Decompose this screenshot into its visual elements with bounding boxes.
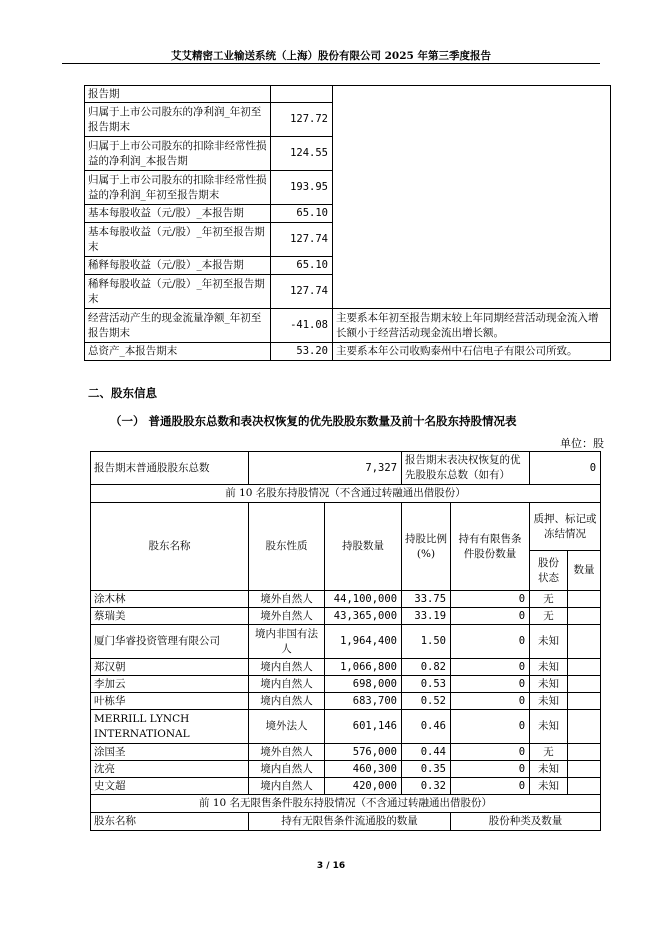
table-row xyxy=(91,813,601,831)
shareholder-name: 史文超 xyxy=(91,778,249,795)
row-value: 124.55 xyxy=(271,137,333,171)
shareholder-qty: 420,000 xyxy=(325,778,402,795)
shareholder-status: 无 xyxy=(530,608,568,625)
shareholder-qty: 43,365,000 xyxy=(325,608,402,625)
row-item: 经营活动产生的现金流量净额_年初至报告期末 xyxy=(85,309,271,343)
shareholder-ratio: 33.19 xyxy=(402,608,451,625)
shareholder-nature: 境外自然人 xyxy=(249,591,325,608)
shareholder-num xyxy=(568,659,601,676)
table-row xyxy=(85,86,611,103)
shareholder-nature: 境外法人 xyxy=(249,710,325,744)
shareholder-qty: 1,066,800 xyxy=(325,659,402,676)
shareholder-restricted: 0 xyxy=(451,744,530,761)
shareholder-status: 未知 xyxy=(530,710,568,744)
shareholder-ratio: 0.35 xyxy=(402,761,451,778)
shareholder-nature: 境内自然人 xyxy=(249,693,325,710)
shareholder-restricted: 0 xyxy=(451,591,530,608)
row-note xyxy=(333,86,611,309)
shareholder-nature: 境外自然人 xyxy=(249,744,325,761)
shareholder-restricted: 0 xyxy=(451,676,530,693)
shareholder-nature: 境内自然人 xyxy=(249,659,325,676)
shareholder-status: 未知 xyxy=(530,761,568,778)
shareholder-restricted: 0 xyxy=(451,659,530,676)
unrestricted-header-name: 股东名称 xyxy=(91,813,249,831)
table-row xyxy=(91,591,601,608)
shareholder-ratio: 0.53 xyxy=(402,676,451,693)
table-row xyxy=(91,693,601,710)
row-value: 53.20 xyxy=(271,343,333,361)
shareholder-name: 涂木林 xyxy=(91,591,249,608)
financial-change-table xyxy=(84,85,611,361)
shareholder-ratio: 0.44 xyxy=(402,744,451,761)
shareholder-num xyxy=(568,761,601,778)
pref-holders-value: 0 xyxy=(530,452,601,485)
row-item: 稀释每股收益（元/股）_年初至报告期末 xyxy=(85,275,271,309)
page-number: 3 / 16 xyxy=(316,861,346,871)
shareholder-num xyxy=(568,778,601,795)
row-value: 193.95 xyxy=(271,171,333,205)
shareholder-status: 未知 xyxy=(530,625,568,659)
shareholder-name: 涂国圣 xyxy=(91,744,249,761)
table-row xyxy=(91,744,601,761)
shareholder-name: 叶栋华 xyxy=(91,693,249,710)
header-divider xyxy=(62,63,600,64)
table-row xyxy=(91,761,601,778)
shareholder-status: 未知 xyxy=(530,693,568,710)
shareholder-num xyxy=(568,693,601,710)
shareholder-status: 未知 xyxy=(530,676,568,693)
row-note: 主要系本年公司收购泰州中石信电子有限公司所致。 xyxy=(333,343,611,361)
table-row xyxy=(91,676,601,693)
total-holders-value: 7,327 xyxy=(249,452,402,485)
shareholder-name: 沈亮 xyxy=(91,761,249,778)
shareholder-qty: 601,146 xyxy=(325,710,402,744)
header-status: 股份状态 xyxy=(530,551,568,591)
shareholder-name: 厦门华睿投资管理有限公司 xyxy=(91,625,249,659)
row-value: 65.10 xyxy=(271,205,333,223)
shareholder-ratio: 0.82 xyxy=(402,659,451,676)
shareholder-nature: 境内自然人 xyxy=(249,761,325,778)
shareholder-num xyxy=(568,676,601,693)
table-row xyxy=(85,309,611,343)
top10-title: 前 10 名股东持股情况（不含通过转融通出借股份） xyxy=(91,485,601,503)
header-qty: 持股数量 xyxy=(325,503,402,591)
row-value xyxy=(271,86,333,103)
row-item: 归属于上市公司股东的净利润_年初至报告期末 xyxy=(85,103,271,137)
shareholder-nature: 境内自然人 xyxy=(249,676,325,693)
table-row xyxy=(85,343,611,361)
row-item: 基本每股收益（元/股）_本报告期 xyxy=(85,205,271,223)
table-row xyxy=(91,608,601,625)
unrestricted-header-qty: 持有无限售条件流通股的数量 xyxy=(249,813,451,831)
row-value: -41.08 xyxy=(271,309,333,343)
pref-holders-label: 报告期末表决权恢复的优先股股东总数（如有） xyxy=(402,452,530,485)
shareholder-ratio: 0.32 xyxy=(402,778,451,795)
total-holders-label: 报告期末普通股股东总数 xyxy=(91,452,249,485)
section-subtitle: （一） 普通股股东总数和表决权恢复的优先股股东数量及前十名股东持股情况表 xyxy=(110,414,517,428)
shareholder-ratio: 0.52 xyxy=(402,693,451,710)
shareholder-name: 李加云 xyxy=(91,676,249,693)
shareholder-status: 无 xyxy=(530,744,568,761)
shareholder-qty: 1,964,400 xyxy=(325,625,402,659)
header-name: 股东名称 xyxy=(91,503,249,591)
shareholder-restricted: 0 xyxy=(451,761,530,778)
table-row xyxy=(91,778,601,795)
shareholder-num xyxy=(568,625,601,659)
shareholder-status: 未知 xyxy=(530,778,568,795)
shareholder-qty: 44,100,000 xyxy=(325,591,402,608)
section-title: 二、股东信息 xyxy=(88,386,157,400)
shareholder-restricted: 0 xyxy=(451,710,530,744)
shareholder-status: 无 xyxy=(530,591,568,608)
shareholder-restricted: 0 xyxy=(451,778,530,795)
shareholder-name: MERRILL LYNCH INTERNATIONAL xyxy=(91,710,249,744)
row-item: 归属于上市公司股东的扣除非经常性损益的净利润_年初至报告期末 xyxy=(85,171,271,205)
row-value: 65.10 xyxy=(271,257,333,275)
shareholder-qty: 460,300 xyxy=(325,761,402,778)
table-row xyxy=(91,659,601,676)
shareholder-qty: 683,700 xyxy=(325,693,402,710)
header-pledge: 质押、标记或冻结情况 xyxy=(530,503,601,551)
shareholder-restricted: 0 xyxy=(451,693,530,710)
row-value: 127.74 xyxy=(271,223,333,257)
shareholder-qty: 698,000 xyxy=(325,676,402,693)
row-item: 总资产_本报告期末 xyxy=(85,343,271,361)
shareholder-nature: 境外自然人 xyxy=(249,608,325,625)
shareholder-table xyxy=(90,451,601,831)
shareholder-num xyxy=(568,608,601,625)
shareholder-num xyxy=(568,591,601,608)
shareholder-ratio: 0.46 xyxy=(402,710,451,744)
shareholder-nature: 境内自然人 xyxy=(249,778,325,795)
shareholder-ratio: 33.75 xyxy=(402,591,451,608)
header-ratio: 持股比例(%) xyxy=(402,503,451,591)
table-row xyxy=(91,710,601,744)
shareholder-name: 蔡瑞美 xyxy=(91,608,249,625)
shareholder-num xyxy=(568,744,601,761)
row-item: 稀释每股收益（元/股）_本报告期 xyxy=(85,257,271,275)
row-note: 主要系本年初至报告期末较上年同期经营活动现金流入增长额小于经营活动现金流出增长额。 xyxy=(333,309,611,343)
shareholder-restricted: 0 xyxy=(451,608,530,625)
row-item: 基本每股收益（元/股）_年初至报告期末 xyxy=(85,223,271,257)
header-restricted: 持有有限售条件股份数量 xyxy=(451,503,530,591)
table-row xyxy=(91,795,601,813)
header-num: 数量 xyxy=(568,551,601,591)
shareholder-ratio: 1.50 xyxy=(402,625,451,659)
row-value: 127.74 xyxy=(271,275,333,309)
table-row xyxy=(91,625,601,659)
row-value: 127.72 xyxy=(271,103,333,137)
header-nature: 股东性质 xyxy=(249,503,325,591)
page-header-title: 艾艾精密工业输送系统（上海）股份有限公司 2025 年第三季度报告 xyxy=(170,50,492,62)
shareholder-nature: 境内非国有法人 xyxy=(249,625,325,659)
shareholder-num xyxy=(568,710,601,744)
shareholder-name: 郑汉朝 xyxy=(91,659,249,676)
row-item: 归属于上市公司股东的扣除非经常性损益的净利润_本报告期 xyxy=(85,137,271,171)
row-item: 报告期 xyxy=(85,86,271,103)
unrestricted-title: 前 10 名无限售条件股东持股情况（不含通过转融通出借股份） xyxy=(91,795,601,813)
unrestricted-header-type: 股份种类及数量 xyxy=(451,813,601,831)
shareholder-status: 未知 xyxy=(530,659,568,676)
unit-label: 单位：股 xyxy=(560,437,604,450)
shareholder-restricted: 0 xyxy=(451,625,530,659)
shareholder-qty: 576,000 xyxy=(325,744,402,761)
